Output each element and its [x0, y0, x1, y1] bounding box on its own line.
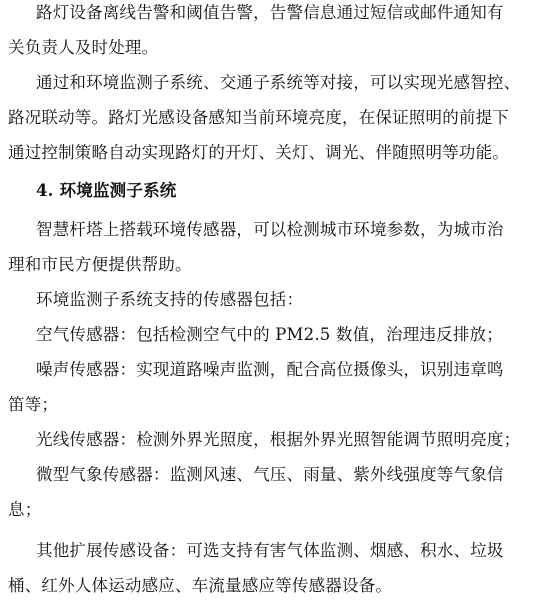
paragraph-sensors-intro-line-1: 智慧杆塔上搭载环境传感器，可以检测城市环境参数，为城市治 — [36, 220, 504, 239]
sensor-item-weather-line-2: 息； — [8, 500, 42, 519]
sensor-item-other-line-2: 桶、红外人体运动感应、车流量感应等传感器设备。 — [8, 576, 393, 595]
sensor-item-other-line-1: 其他扩展传感设备：可选支持有害气体监测、烟感、积水、垃圾 — [36, 541, 504, 560]
sensor-item-noise-line-1: 噪声传感器：实现道路噪声监测，配合高位摄像头，识别违章鸣 — [36, 360, 504, 379]
paragraph-integration-line-3: 通过控制策略自动实现路灯的开灯、关灯、调光、伴随照明等功能。 — [8, 143, 509, 162]
sensor-item-air: 空气传感器：包括检测空气中的 PM2.5 数值，治理违反排放； — [36, 325, 503, 344]
paragraph-alarm-line-2: 关负责人及时处理。 — [8, 38, 159, 57]
paragraph-integration-line-2: 路况联动等。路灯光感设备感知当前环境亮度，在保证照明的前提下 — [8, 108, 509, 127]
paragraph-alarm-line-1: 路灯设备离线告警和阈值告警，告警信息通过短信或邮件通知有 — [36, 3, 504, 22]
paragraph-sensors-intro-line-2: 理和市民方便提供帮助。 — [8, 255, 192, 274]
sensor-item-weather-line-1: 微型气象传感器：监测风速、气压、雨量、紫外线强度等气象信 — [36, 465, 504, 484]
section-heading-environment-monitoring: 4. 环境监测子系统 — [36, 181, 177, 200]
paragraph-integration-line-1: 通过和环境监测子系统、交通子系统等对接，可以实现光感智控、 — [36, 73, 521, 92]
sensor-item-noise-line-2: 笛等； — [8, 395, 59, 414]
sensor-item-light: 光线传感器：检测外界光照度，根据外界光照智能调节照明亮度； — [36, 430, 521, 449]
sensor-list-intro: 环境监测子系统支持的传感器包括： — [36, 290, 304, 309]
